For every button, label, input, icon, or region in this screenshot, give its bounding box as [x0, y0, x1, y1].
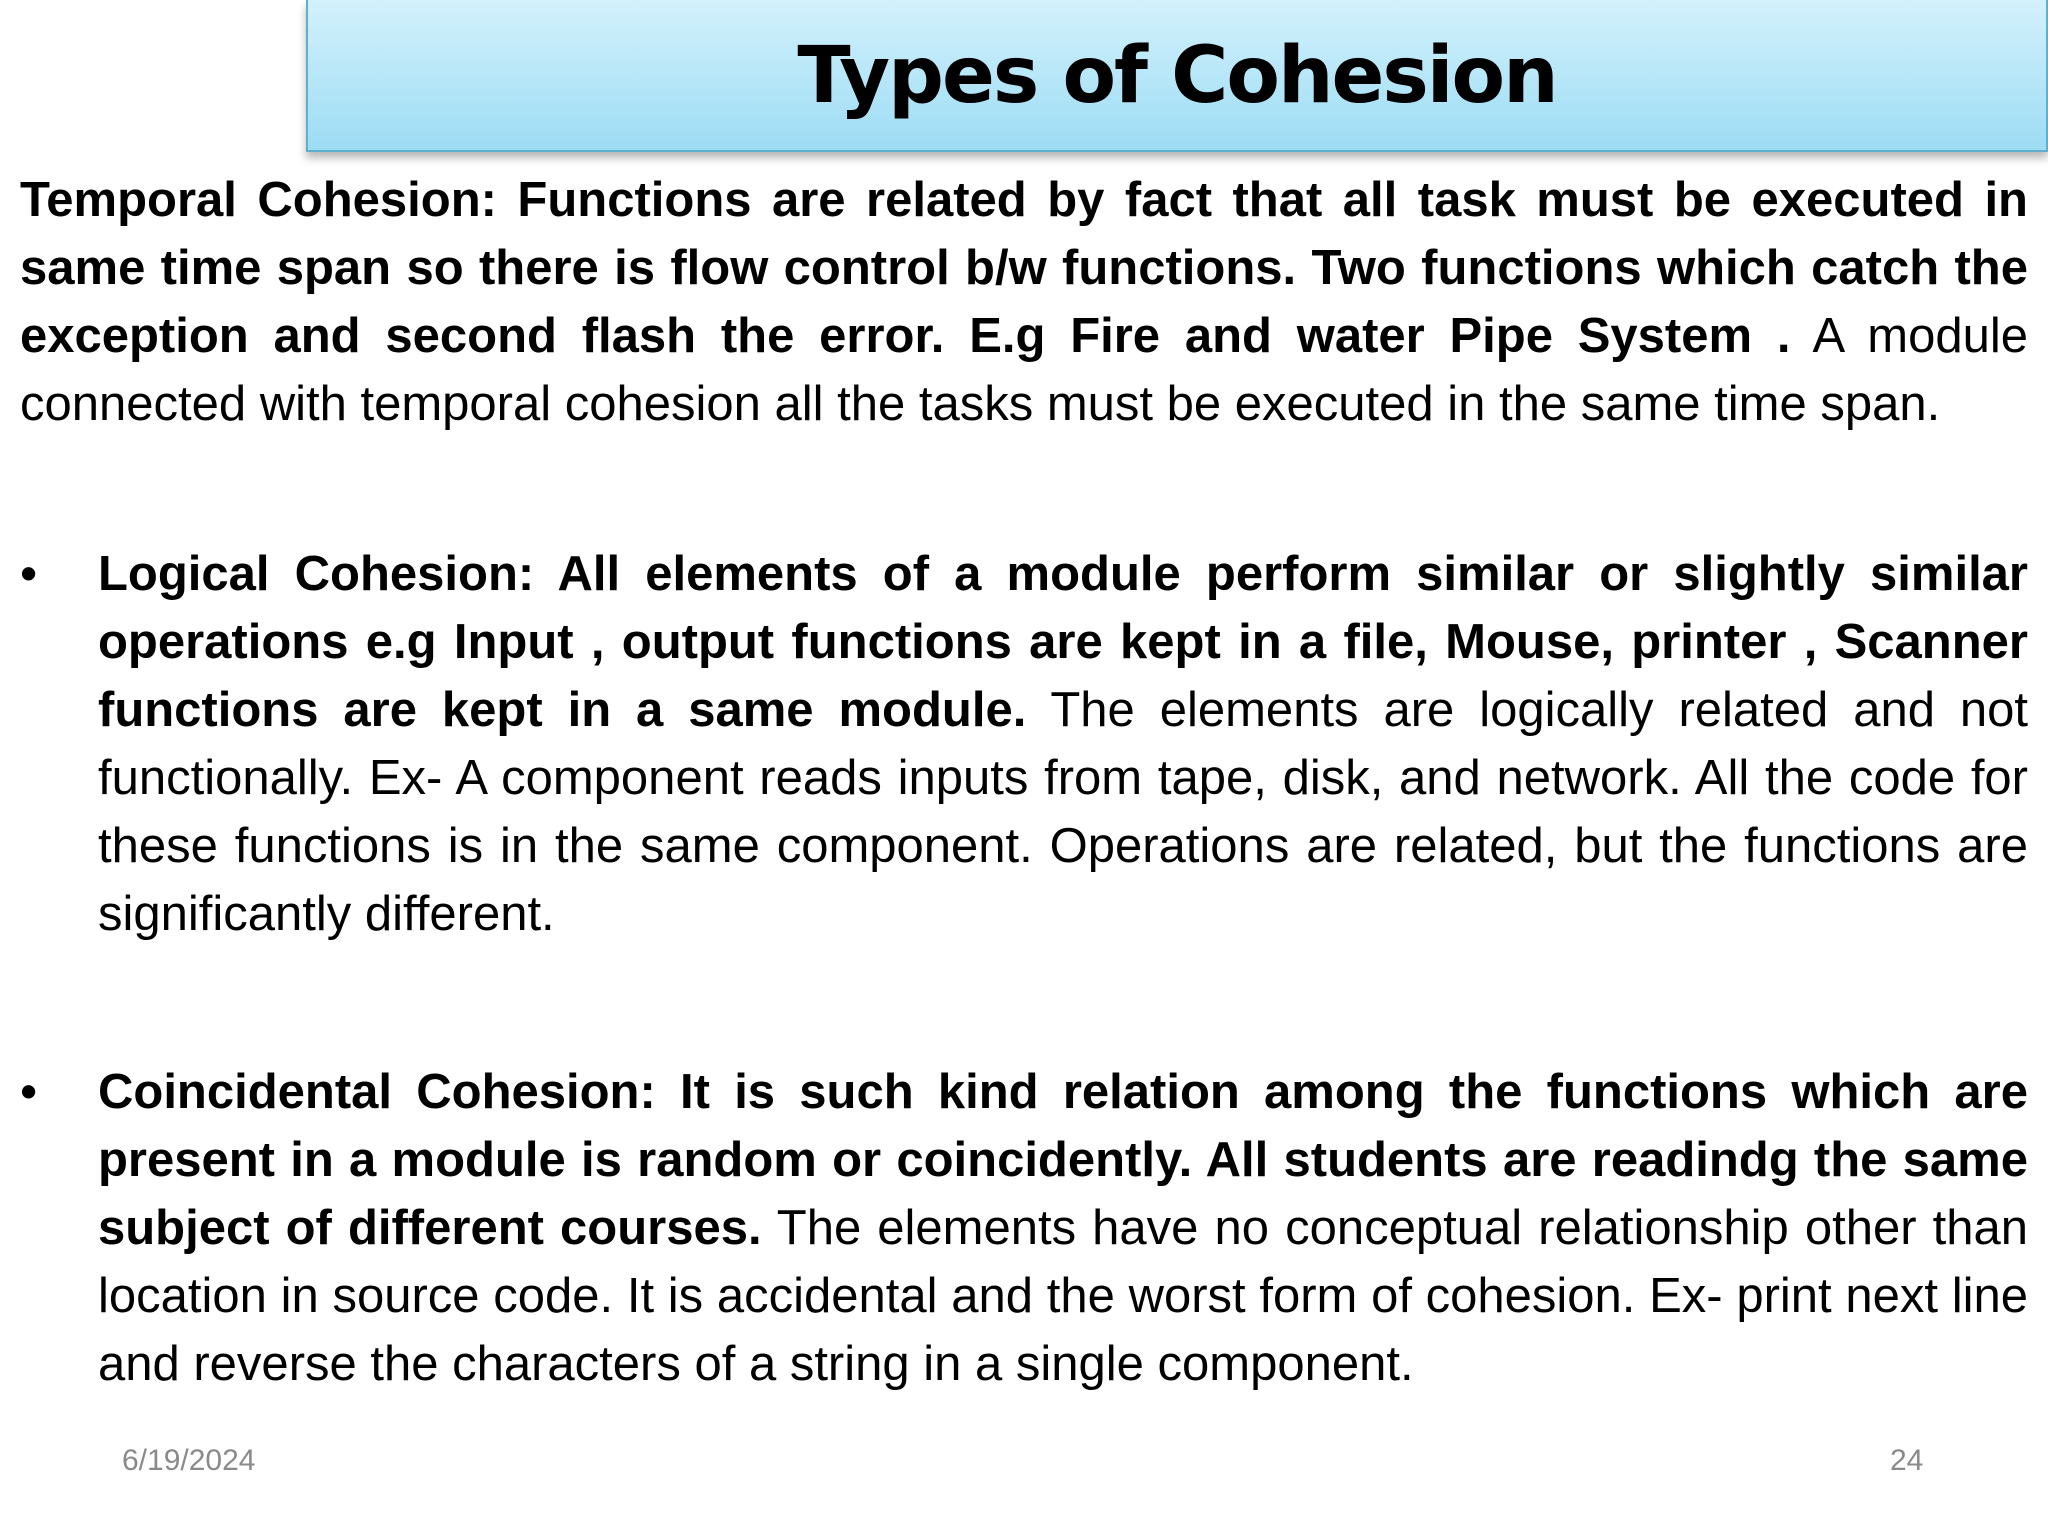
temporal-cohesion-explanation: A module connected with temporal cohesion all the tasks must be executed in the same time span. [20, 309, 2028, 431]
logical-cohesion-paragraph [98, 540, 2028, 948]
bullet-marker: • [20, 1065, 38, 1119]
coincidental-cohesion-explanation: The elements have no conceptual relationship other than location in source code. It is accidental and the worst form of cohesion. Ex- print next line and reverse the characters of a string in a single component. [98, 1201, 2028, 1391]
temporal-cohesion-definition: Temporal Cohesion: Functions are related by fact that all task must be executed in same time span so there is flow control b/w functions. Two functions which catch the exception and second flash the error. E.g Fire and water Pipe System . [20, 173, 2028, 363]
coincidental-cohesion-definition: Coincidental Cohesion: It is such kind relation among the functions which are present in a module is random or coincidently. All students are readindg the same subject of different courses. [98, 1065, 2028, 1255]
slide-content [20, 166, 2028, 1398]
bullet-marker: • [20, 547, 38, 601]
logical-cohesion-explanation: The elements are logically related and not functionally. Ex- A component reads inputs from tape, disk, and network. All the code for these functions is in the same component. Operations are related, but the functions are significantly different. [98, 683, 2028, 941]
logical-cohesion-bullet [20, 540, 2028, 948]
logical-cohesion-definition: Logical Cohesion: All elements of a module perform similar or slightly similar operations e.g Input , output functions are kept in a file, Mouse, printer , Scanner functions are kept in a same module. [98, 547, 2028, 737]
slide-title: Types of Cohesion [797, 31, 1557, 121]
coincidental-cohesion-bullet [20, 1058, 2028, 1398]
coincidental-cohesion-paragraph [98, 1058, 2028, 1398]
title-banner [306, 0, 2048, 152]
footer-date: 6/19/2024 [122, 1444, 256, 1477]
footer-page-number: 24 [1890, 1444, 1924, 1477]
temporal-cohesion-paragraph [20, 166, 2028, 438]
